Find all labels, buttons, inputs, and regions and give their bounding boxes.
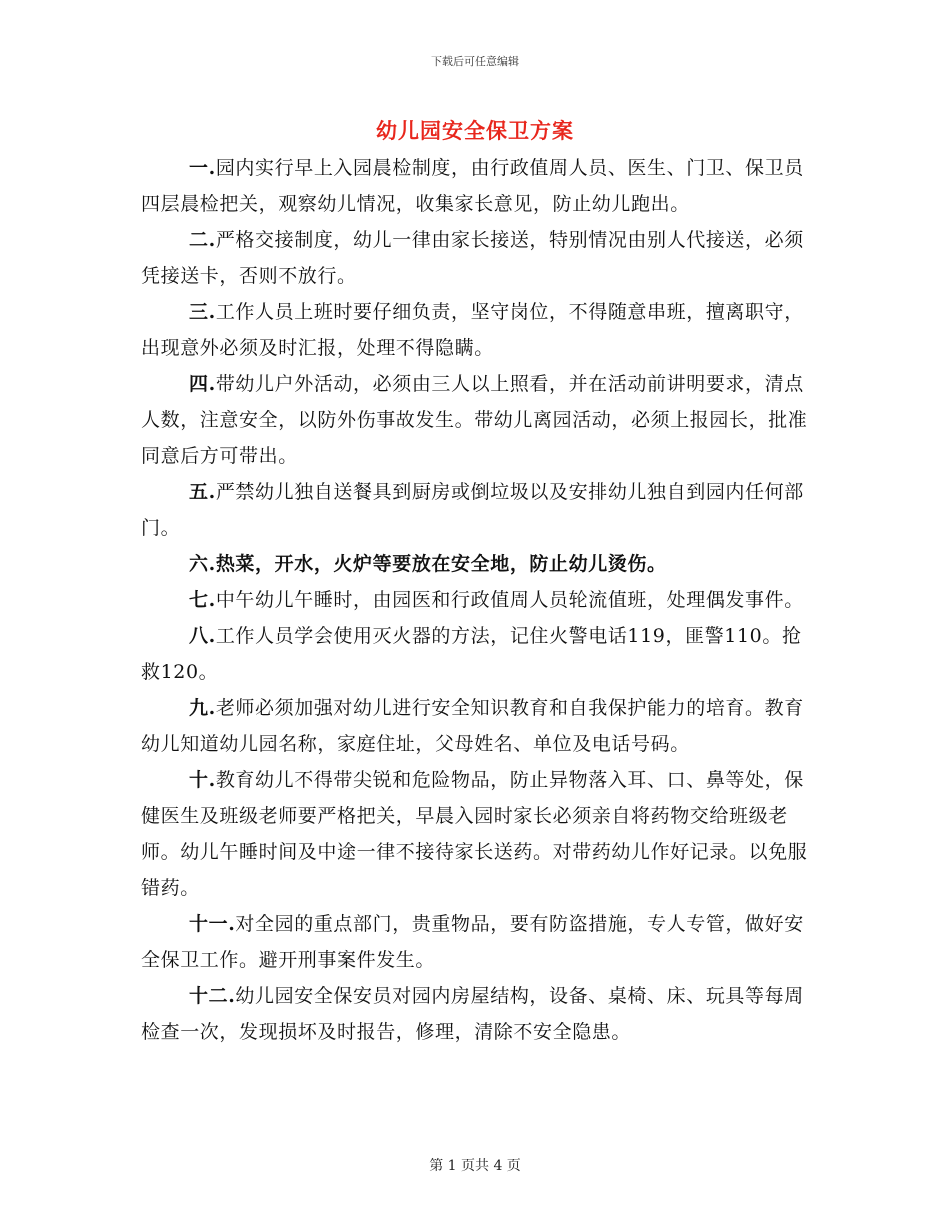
list-item — [141, 294, 821, 366]
item-number: 九. — [189, 697, 216, 719]
item-text: 园内实行早上入园晨检制度，由行政值周人员、医生、门卫、保卫员四层晨检把关，观察幼儿情况，收集家长意见，防止幼儿跑出。 — [141, 157, 804, 215]
item-text: 带幼儿户外活动，必须由三人以上照看，并在活动前讲明要求，清点人数，注意安全，以防外伤事故发生。带幼儿离园活动，必须上报园长，批准同意后方可带出。 — [141, 373, 808, 467]
list-item — [141, 978, 821, 1050]
item-number: 十. — [189, 769, 216, 791]
item-text: 工作人员学会使用灭火器的方法，记住火警电话119，匪警110。抢救120。 — [141, 625, 802, 683]
item-number: 一. — [189, 157, 216, 179]
item-text: 工作人员上班时要仔细负责，坚守岗位，不得随意串班，擅离职守，出现意外必须及时汇报，处理不得隐瞒。 — [141, 301, 804, 359]
document-body — [141, 150, 821, 1050]
item-text: 严格交接制度，幼儿一律由家长接送，特别情况由别人代接送，必须凭接送卡，否则不放行。 — [141, 229, 804, 287]
item-number: 四. — [189, 373, 216, 395]
header-note: 下载后可任意编辑 — [431, 55, 519, 68]
list-item — [141, 222, 821, 294]
list-item — [141, 474, 821, 546]
item-number: 二. — [189, 229, 216, 251]
item-text: 教育幼儿不得带尖锐和危险物品，防止异物落入耳、口、鼻等处，保健医生及班级老师要严格把关，早晨入园时家长必须亲自将药物交给班级老师。幼儿午睡时间及中途一律不接待家长送药。对带药幼儿作好记录。以免服错药。 — [141, 769, 808, 899]
item-number: 八. — [189, 625, 216, 647]
list-item — [141, 762, 821, 906]
document-title: 幼儿园安全保卫方案 — [376, 118, 574, 143]
item-number: 五. — [189, 481, 216, 503]
item-number: 十二. — [189, 985, 236, 1007]
item-text: 中午幼儿午睡时，由园医和行政值周人员轮流值班，处理偶发事件。 — [215, 589, 804, 611]
item-number: 三. — [189, 301, 216, 323]
item-text: 严禁幼儿独自送餐具到厨房或倒垃圾以及安排幼儿独自到园内任何部门。 — [141, 481, 804, 539]
page-footer: 第 1 页共 4 页 — [429, 1158, 521, 1174]
list-item — [141, 582, 821, 618]
item-text: 幼儿园安全保安员对园内房屋结构，设备、桌椅、床、玩具等每周检查一次，发现损坏及时报告，修理，清除不安全隐患。 — [141, 985, 804, 1043]
item-text: 热菜，开水，火炉等要放在安全地，防止幼儿烫伤。 — [215, 553, 667, 575]
list-item — [141, 546, 821, 582]
item-number: 六. — [189, 553, 216, 575]
item-text: 对全园的重点部门，贵重物品，要有防盗措施，专人专管，做好安全保卫工作。避开刑事案件发生。 — [141, 913, 804, 971]
list-item — [141, 690, 821, 762]
list-item — [141, 618, 821, 690]
item-number: 十一. — [189, 913, 236, 935]
list-item — [141, 906, 821, 978]
list-item — [141, 150, 821, 222]
list-item — [141, 366, 821, 474]
item-number: 七. — [189, 589, 216, 611]
item-text: 老师必须加强对幼儿进行安全知识教育和自我保护能力的培育。教育幼儿知道幼儿园名称，家庭住址，父母姓名、单位及电话号码。 — [141, 697, 804, 755]
